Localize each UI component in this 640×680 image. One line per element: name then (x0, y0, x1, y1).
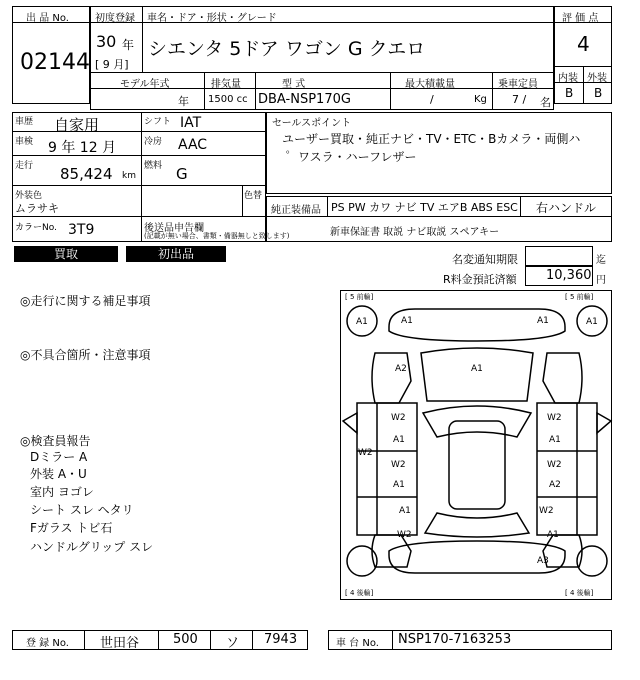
mark-quarter-left-2: W2 (397, 530, 412, 540)
interior-grade: B (565, 86, 574, 100)
mark-rear-door-left-2: A1 (393, 480, 405, 490)
first-reg-year: 30 (96, 32, 117, 51)
fuel: G (176, 165, 188, 183)
steering: 右ハンドル (536, 201, 597, 215)
capacity-unit: 名 (540, 96, 551, 109)
inspector-line: Dミラー A (30, 450, 88, 464)
mileage-unit: km (122, 171, 136, 181)
mark-quarter-left-1: A1 (399, 506, 411, 516)
reg-number: 7943 (264, 632, 298, 647)
repaint-label: 色替 (244, 191, 263, 201)
mark-front-door-right-2: A1 (549, 435, 561, 445)
history: 自家用 (54, 116, 100, 134)
fender-right (543, 353, 582, 403)
aftermarket-note: (記載が無い場合、書類・備器無しと致します) (144, 232, 290, 240)
mark-rear-bumper-right: A3 (537, 556, 549, 566)
rear-glass (425, 513, 529, 537)
lot-number: 02144 (20, 50, 90, 75)
sales-point-label: セールスポイント (272, 118, 352, 129)
car-diagram-svg (341, 291, 613, 601)
displacement-label: 排気量 (211, 79, 241, 90)
mark-rear-door-right-1: W2 (547, 460, 562, 470)
car-name-label: 車名・ドア・形状・グレード (147, 13, 277, 24)
mark-front-door-left-2: A1 (393, 435, 405, 445)
aftermarket-label: 後送品申告欄 (144, 223, 204, 234)
mark-front-door-left-1: W2 (391, 413, 406, 423)
inspector-line: 室内 ヨゴレ (30, 485, 94, 499)
aircon: AAC (178, 137, 208, 153)
grade-label: 評 価 点 (562, 13, 599, 24)
recycle-label: R料金預託済額 (443, 273, 517, 286)
ext-color: ムラサキ (15, 202, 59, 215)
inspection: 9 年 12 月 (48, 140, 117, 156)
car-diagram (340, 290, 612, 600)
year-unit: 年 (122, 38, 135, 52)
extras: 新車保証書 取説 ナビ取説 スペアキー (330, 227, 500, 238)
history-label: 車歴 (15, 117, 34, 127)
driving-remarks-title: ◎走行に関する補足事項 (20, 294, 151, 308)
inspection-label: 車検 (15, 137, 34, 147)
mark-hood: A1 (471, 364, 483, 374)
inspector-line: 外装 A・U (30, 467, 87, 481)
hood (421, 348, 533, 401)
first-listing-badge: 初出品 (126, 246, 226, 262)
mark-fender-left: A2 (395, 364, 407, 374)
mark-quarter-right-1: W2 (539, 506, 554, 516)
mirror-right (597, 413, 611, 433)
tire-front-left: [ 5 前輪] (345, 293, 374, 301)
reg-kana: ソ (226, 636, 240, 651)
mark-side-left: W2 (358, 448, 373, 458)
color-no-label: カラーNo. (15, 223, 57, 233)
mark-wheel-fl: A1 (356, 317, 368, 327)
tire-rear-right: [ 4 後輪] (565, 589, 594, 597)
mirror-left (343, 413, 357, 433)
inspector-title: ◎検査員報告 (20, 434, 91, 448)
equipment: PS PW カワ ナビ TV エアB ABS ESC (331, 201, 518, 214)
first-reg-label: 初度登録 (95, 13, 135, 24)
shift-label: シフト (144, 117, 172, 127)
lot-no-label: 出 品 No. (26, 13, 69, 24)
sales-point-line2: ゜ワスラ・ハーフレザー (286, 150, 417, 164)
interior-label: 内装 (558, 73, 578, 84)
model-code-label: 型 式 (282, 79, 306, 90)
reg-no-label: 登 録 No. (26, 638, 69, 649)
shift: IAT (180, 115, 202, 131)
buyback-badge: 買取 (14, 246, 118, 262)
max-load-unit: Kg (474, 94, 487, 105)
color-no: 3T9 (68, 222, 95, 238)
reg-area: 世田谷 (100, 636, 140, 651)
aircon-label: 冷房 (144, 137, 163, 147)
fender-left (372, 353, 411, 403)
name-change-value-box (525, 246, 593, 266)
reg-class: 500 (173, 632, 198, 647)
inspector-line: ハンドルグリップ スレ (30, 540, 154, 554)
chassis-no: NSP170-7163253 (398, 632, 512, 647)
mark-wheel-fr: A1 (586, 317, 598, 327)
roof (449, 421, 505, 509)
model-year-label: モデル年式 (120, 79, 170, 90)
defects-title: ◎不具合箇所・注意事項 (20, 348, 151, 362)
fuel-label: 燃料 (144, 161, 163, 171)
ext-color-label: 外装色 (15, 191, 43, 201)
displacement: 1500 cc (208, 94, 248, 105)
exterior-label: 外装 (587, 73, 607, 84)
mark-rear-door-left-1: W2 (391, 460, 406, 470)
chassis-label: 車 台 No. (336, 638, 379, 649)
exterior-grade: B (594, 86, 603, 100)
mark-front-bumper-left: A1 (401, 316, 413, 326)
mark-rear-door-right-2: A2 (549, 480, 561, 490)
sales-point-line1: ユーザー買取・純正ナビ・TV・ETC・Bカメラ・両側ハ (282, 132, 581, 146)
mileage-label: 走行 (15, 161, 34, 171)
name-change-unit: 迄 (596, 255, 606, 266)
max-load-slash: / (430, 93, 434, 106)
overall-grade: 4 (577, 32, 590, 56)
recycle-value: 10,360 (546, 268, 592, 283)
capacity: 7 / (512, 93, 527, 106)
inspector-line: シート スレ ヘタリ (30, 503, 134, 517)
tire-rear-left: [ 4 後輪] (345, 589, 374, 597)
capacity-label: 乗車定員 (498, 79, 538, 90)
car-name: シエンタ 5ドア ワゴン G クエロ (148, 38, 426, 60)
recycle-unit: 円 (596, 275, 606, 286)
first-reg-month: [ 9 月] (95, 58, 129, 71)
max-load-label: 最大積載量 (405, 79, 455, 90)
model-code: DBA-NSP170G (258, 92, 351, 107)
equipment-label: 純正装備品 (271, 205, 321, 216)
mark-front-door-right-1: W2 (547, 413, 562, 423)
name-change-label: 名変通知期限 (452, 253, 518, 266)
inspector-line: Fガラス トビ石 (30, 521, 113, 535)
mileage: 85,424 (60, 165, 113, 183)
mark-front-bumper-right: A1 (537, 316, 549, 326)
model-year-unit: 年 (178, 95, 189, 108)
tire-front-right: [ 5 前輪] (565, 293, 594, 301)
mark-quarter-right-2: A1 (547, 530, 559, 540)
